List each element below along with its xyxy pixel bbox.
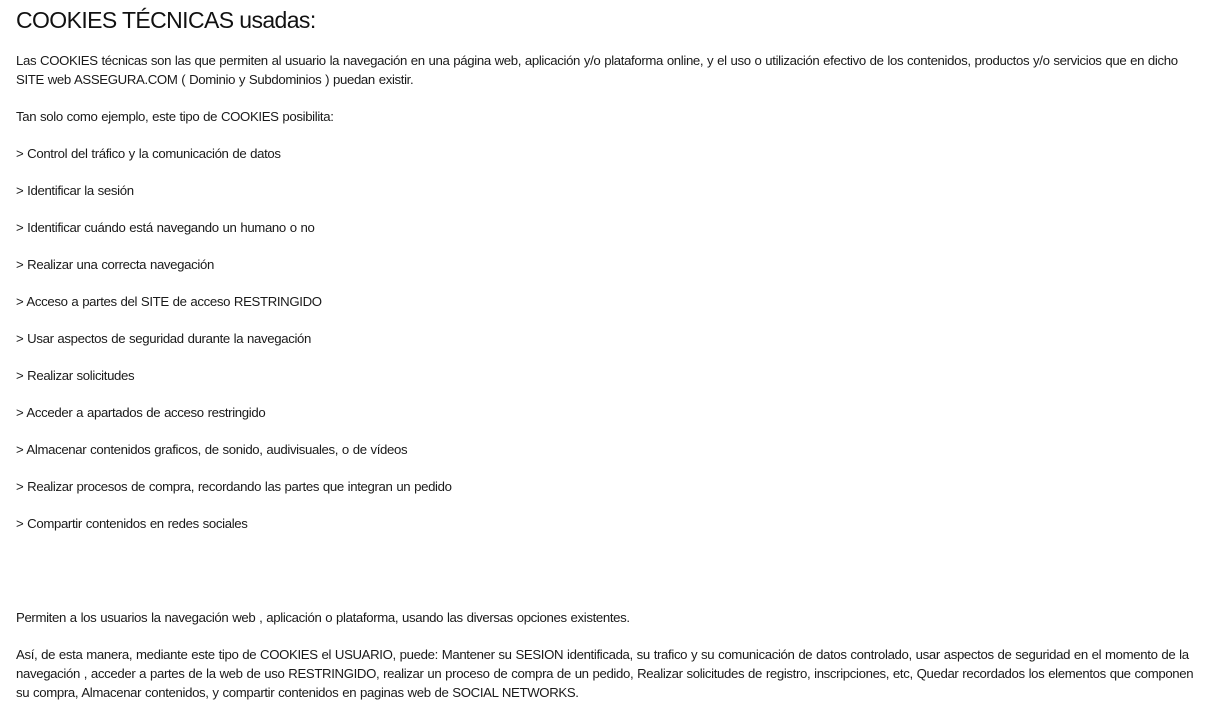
list-item: > Control del tráfico y la comunicación de datos (16, 146, 281, 161)
permiten-paragraph: Permiten a los usuarios la navegación web , aplicación o plataforma, usando las diversas opciones existentes. (16, 610, 630, 625)
list-item: > Acceso a partes del SITE de acceso RESTRINGIDO (16, 294, 322, 309)
list-item: > Realizar solicitudes (16, 368, 135, 383)
example-lead-paragraph: Tan solo como ejemplo, este tipo de COOKIES posibilita: (16, 109, 334, 124)
cookie-capabilities-list (16, 144, 1201, 533)
list-item: > Acceder a apartados de acceso restringido (16, 405, 266, 420)
asi-paragraph: Así, de esta manera, mediante este tipo de COOKIES el USUARIO, puede: Mantener su SESION identificada, su trafico y su comunicación de datos controlado, usar aspectos de seguridad en el momento de la navegación , acceder a partes de la web de uso RESTRINGIDO, realizar un proceso de compra de un pedido, Realizar solicitudes de registro, inscripciones, etc, Quedar recordados los elementos que componen su compra, Almacenar contenidos, y compartir contenidos en paginas web de SOCIAL NETWORKS. (16, 647, 1194, 700)
list-item: > Identificar cuándo está navegando un humano o no (16, 220, 315, 235)
intro-paragraph: Las COOKIES técnicas son las que permiten al usuario la navegación en una página web, aplicación y/o plataforma online, y el uso o utilización efectivo de los contenidos, productos y/o servicios que en dicho SITE web ASSEGURA.COM ( Dominio y Subdominios ) puedan existir. (16, 53, 1178, 87)
list-item: > Realizar una correcta navegación (16, 257, 214, 272)
list-item: > Compartir contenidos en redes sociales (16, 516, 248, 531)
list-item: > Realizar procesos de compra, recordando las partes que integran un pedido (16, 479, 452, 494)
list-item: > Identificar la sesión (16, 183, 134, 198)
list-item: > Usar aspectos de seguridad durante la navegación (16, 331, 312, 346)
cookies-policy-section (16, 0, 1201, 702)
page-title: COOKIES TÉCNICAS usadas: (16, 7, 316, 33)
list-item: > Almacenar contenidos graficos, de sonido, audivisuales, o de vídeos (16, 442, 408, 457)
